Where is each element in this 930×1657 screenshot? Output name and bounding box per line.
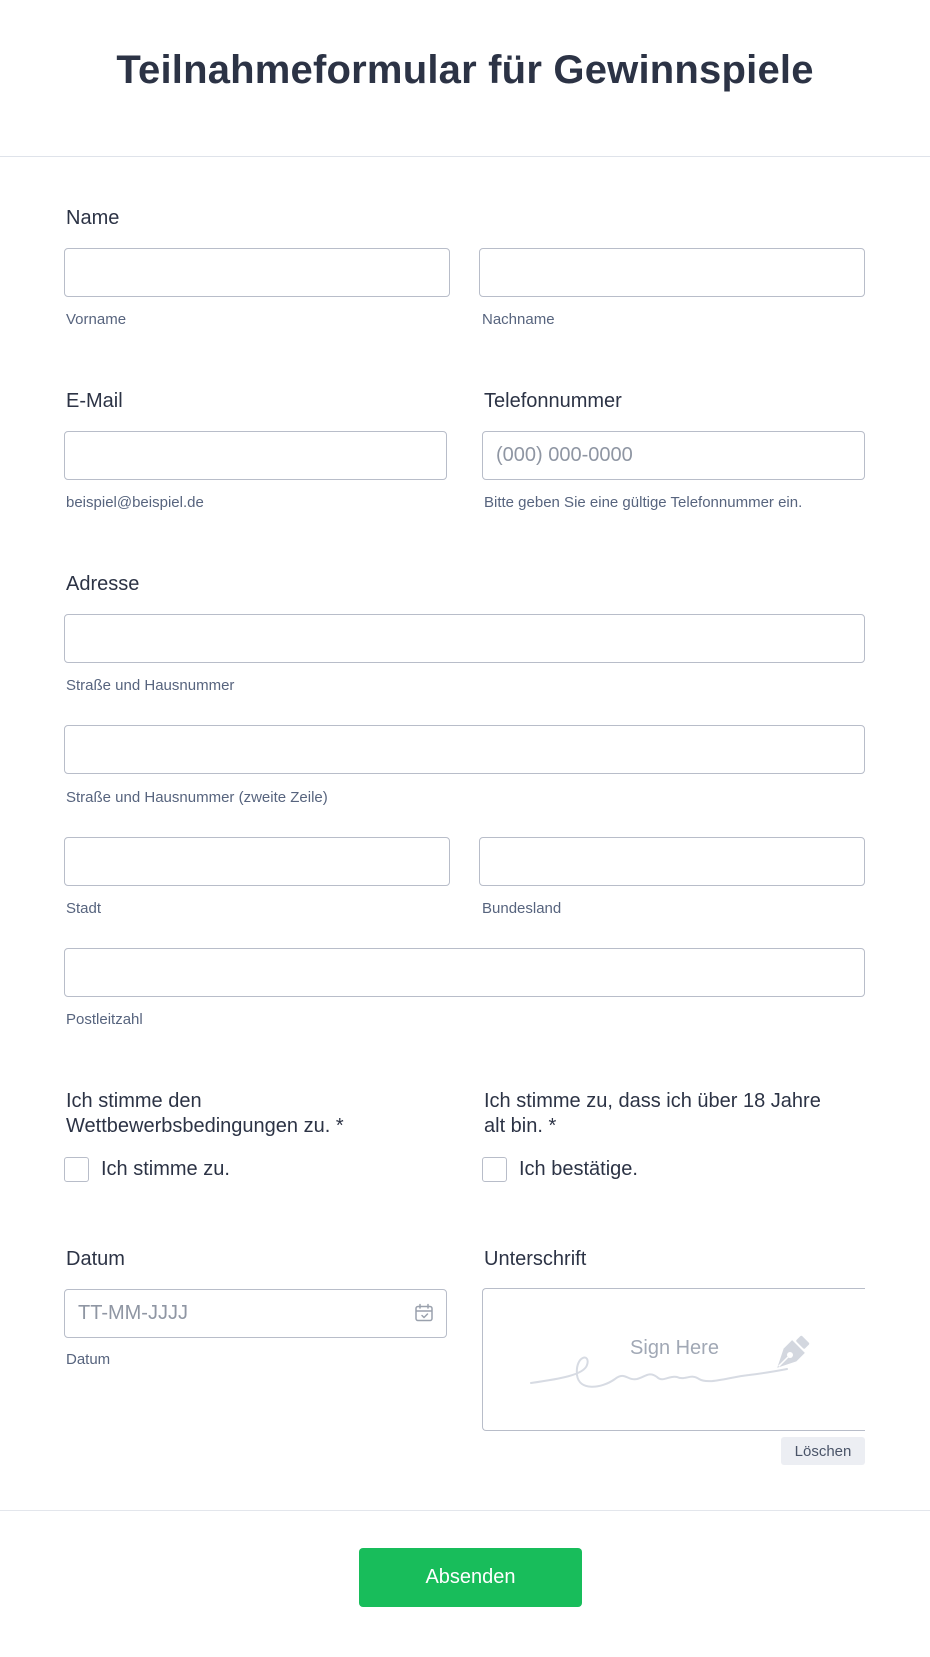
email-input[interactable] bbox=[64, 431, 447, 480]
submit-button[interactable]: Absenden bbox=[359, 1548, 582, 1607]
age-checkbox-label[interactable]: Ich bestätige. bbox=[519, 1158, 638, 1180]
terms-checkbox[interactable] bbox=[64, 1157, 89, 1182]
age-label-line1: Ich stimme zu, dass ich über 18 Jahre bbox=[484, 1090, 821, 1112]
last-name-input[interactable] bbox=[479, 248, 865, 297]
city-sublabel: Stadt bbox=[66, 900, 102, 917]
city-input[interactable] bbox=[64, 837, 450, 886]
age-label-line2: alt bin. * bbox=[484, 1115, 557, 1137]
age-checkbox[interactable] bbox=[482, 1157, 507, 1182]
terms-label-line1: Ich stimme den bbox=[66, 1090, 202, 1112]
pen-nib-icon bbox=[768, 1333, 812, 1382]
date-sublabel: Datum bbox=[66, 1351, 111, 1368]
terms-checkbox-label[interactable]: Ich stimme zu. bbox=[101, 1158, 230, 1180]
zip-code-sublabel: Postleitzahl bbox=[66, 1011, 143, 1028]
state-input[interactable] bbox=[479, 837, 865, 886]
date-label: Datum bbox=[66, 1248, 125, 1270]
phone-label: Telefonnummer bbox=[484, 390, 622, 412]
calendar-icon[interactable] bbox=[414, 1303, 434, 1323]
date-input[interactable] bbox=[64, 1289, 447, 1338]
signature-pad[interactable] bbox=[482, 1288, 865, 1431]
form-header bbox=[0, 0, 930, 157]
page-title: Teilnahmeformular für Gewinnspiele bbox=[116, 48, 814, 92]
email-sublabel: beispiel@beispiel.de bbox=[66, 494, 204, 511]
name-label: Name bbox=[66, 207, 120, 229]
street-address-input[interactable] bbox=[64, 614, 865, 663]
signature-placeholder: Sign Here bbox=[630, 1337, 719, 1359]
signature-label: Unterschrift bbox=[484, 1248, 587, 1270]
zip-code-input[interactable] bbox=[64, 948, 865, 997]
clear-signature-button[interactable]: Löschen bbox=[781, 1437, 865, 1465]
first-name-sublabel: Vorname bbox=[66, 311, 127, 328]
age-label bbox=[484, 1089, 821, 1139]
footer-divider bbox=[0, 1510, 930, 1511]
first-name-input[interactable] bbox=[64, 248, 450, 297]
state-sublabel: Bundesland bbox=[482, 900, 562, 917]
street-address-line2-sublabel: Straße und Hausnummer (zweite Zeile) bbox=[66, 789, 328, 806]
street-address-line2-input[interactable] bbox=[64, 725, 865, 774]
phone-sublabel: Bitte geben Sie eine gültige Telefonnummer ein. bbox=[484, 494, 803, 511]
terms-label bbox=[66, 1089, 344, 1139]
street-address-sublabel: Straße und Hausnummer bbox=[66, 677, 235, 694]
phone-input[interactable] bbox=[482, 431, 865, 480]
last-name-sublabel: Nachname bbox=[482, 311, 555, 328]
terms-label-line2: Wettbewerbsbedingungen zu. * bbox=[66, 1115, 344, 1137]
date-field bbox=[64, 1289, 447, 1338]
address-label: Adresse bbox=[66, 573, 140, 595]
email-label: E-Mail bbox=[66, 390, 123, 412]
